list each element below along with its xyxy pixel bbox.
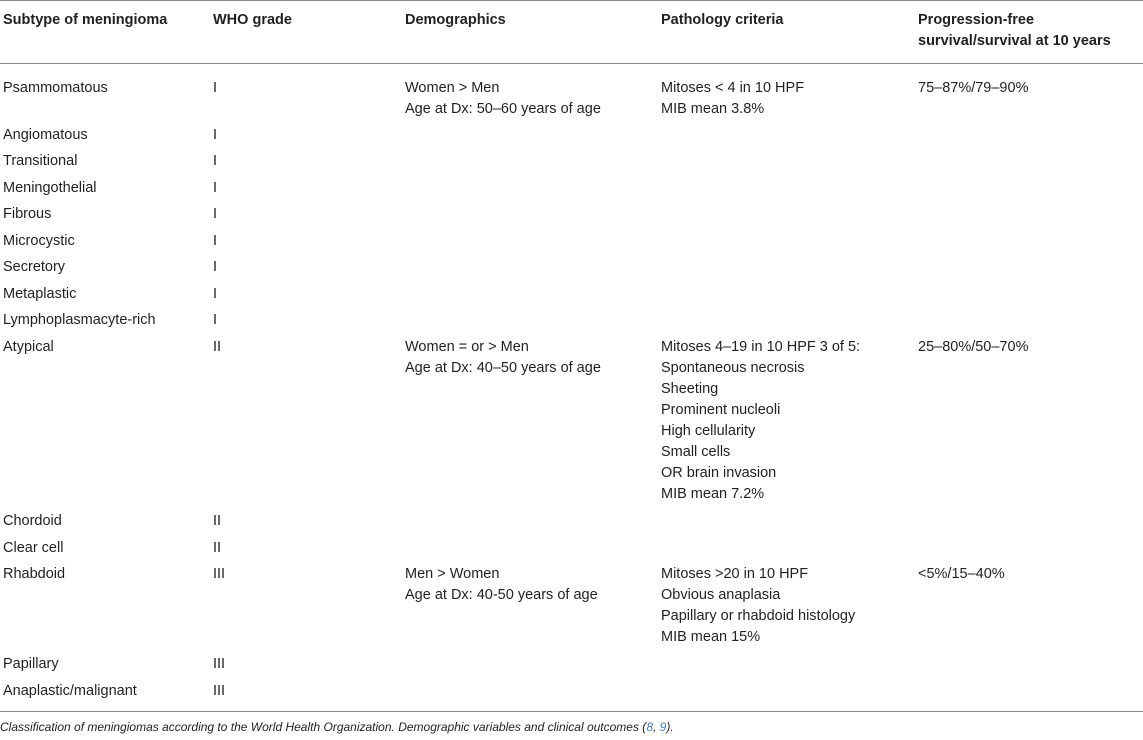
cell-who-grade: I <box>213 153 218 169</box>
cell-subtype: Microcystic <box>3 233 75 249</box>
cell-demographics-line: Women > Men <box>405 80 500 96</box>
cell-subtype: Angiomatous <box>3 127 88 143</box>
cell-demographics <box>405 78 601 120</box>
cell-pathology-line: Mitoses 4–19 in 10 HPF 3 of 5: <box>661 339 861 355</box>
cell-survival: 25–80%/50–70% <box>918 339 1029 355</box>
cell-who-grade: III <box>213 683 226 699</box>
cell-demographics <box>405 564 598 606</box>
cell-who-grade: II <box>213 339 222 355</box>
header-subtype: Subtype of meningioma <box>3 12 168 28</box>
cell-pathology-line: Obvious anaplasia <box>661 587 781 603</box>
header-who-grade: WHO grade <box>213 12 292 28</box>
cell-subtype: Secretory <box>3 259 66 275</box>
top-rule <box>0 0 1143 1</box>
cell-pathology-line: Spontaneous necrosis <box>661 360 805 376</box>
cell-subtype: Clear cell <box>3 540 64 556</box>
cell-who-grade: I <box>213 259 218 275</box>
header-survival <box>918 10 1111 52</box>
cell-demographics-line: Men > Women <box>405 566 500 582</box>
cell-who-grade: I <box>213 80 218 96</box>
caption-text: Classification of meningiomas according to the World Health Organization. Demographic variables and clinical outcomes ( <box>0 720 647 734</box>
cell-pathology-line: MIB mean 15% <box>661 629 761 645</box>
caption-ref-8[interactable]: 8 <box>646 720 653 734</box>
cell-subtype: Anaplastic/malignant <box>3 683 137 699</box>
cell-survival: <5%/15–40% <box>918 566 1005 582</box>
header-rule <box>0 63 1143 64</box>
cell-subtype: Atypical <box>3 339 54 355</box>
cell-pathology-line: High cellularity <box>661 423 756 439</box>
cell-who-grade: I <box>213 180 218 196</box>
cell-who-grade: I <box>213 127 218 143</box>
cell-pathology-line: Sheeting <box>661 381 719 397</box>
cell-demographics-line: Women = or > Men <box>405 339 529 355</box>
cell-pathology <box>661 564 855 648</box>
caption-end: ). <box>666 720 674 734</box>
cell-pathology-line: MIB mean 7.2% <box>661 486 765 502</box>
caption-sep: , <box>653 720 660 734</box>
cell-demographics-line: Age at Dx: 40–50 years of age <box>405 360 601 376</box>
cell-who-grade: III <box>213 656 226 672</box>
cell-pathology-line: Papillary or rhabdoid histology <box>661 608 856 624</box>
cell-who-grade: I <box>213 233 218 249</box>
cell-pathology <box>661 337 860 505</box>
cell-who-grade: I <box>213 206 218 222</box>
cell-who-grade: I <box>213 286 218 302</box>
cell-pathology-line: Mitoses < 4 in 10 HPF <box>661 80 805 96</box>
cell-subtype: Fibrous <box>3 206 52 222</box>
cell-pathology-line: MIB mean 3.8% <box>661 101 765 117</box>
table-caption <box>0 719 674 735</box>
cell-who-grade: II <box>213 540 222 556</box>
cell-pathology-line: Mitoses >20 in 10 HPF <box>661 566 809 582</box>
header-demographics: Demographics <box>405 12 506 28</box>
header-survival-line2: survival/survival at 10 years <box>918 33 1111 49</box>
cell-survival: 75–87%/79–90% <box>918 80 1029 96</box>
cell-subtype: Papillary <box>3 656 59 672</box>
cell-who-grade: I <box>213 312 218 328</box>
cell-subtype: Rhabdoid <box>3 566 66 582</box>
cell-demographics-line: Age at Dx: 50–60 years of age <box>405 101 601 117</box>
bottom-rule <box>0 711 1143 712</box>
cell-who-grade: III <box>213 566 226 582</box>
cell-subtype: Lymphoplasmacyte-rich <box>3 312 156 328</box>
cell-pathology-line: Prominent nucleoli <box>661 402 781 418</box>
cell-pathology <box>661 78 804 120</box>
header-pathology: Pathology criteria <box>661 12 784 28</box>
cell-subtype: Transitional <box>3 153 78 169</box>
cell-subtype: Chordoid <box>3 513 62 529</box>
cell-demographics <box>405 337 601 379</box>
caption-ref-9[interactable]: 9 <box>659 720 667 734</box>
cell-demographics-line: Age at Dx: 40-50 years of age <box>405 587 598 603</box>
cell-pathology-line: OR brain invasion <box>661 465 777 481</box>
cell-pathology-line: Small cells <box>661 444 731 460</box>
header-survival-line1: Progression-free <box>918 12 1035 28</box>
cell-subtype: Metaplastic <box>3 286 77 302</box>
cell-who-grade: II <box>213 513 222 529</box>
cell-subtype: Psammomatous <box>3 80 108 96</box>
cell-subtype: Meningothelial <box>3 180 97 196</box>
